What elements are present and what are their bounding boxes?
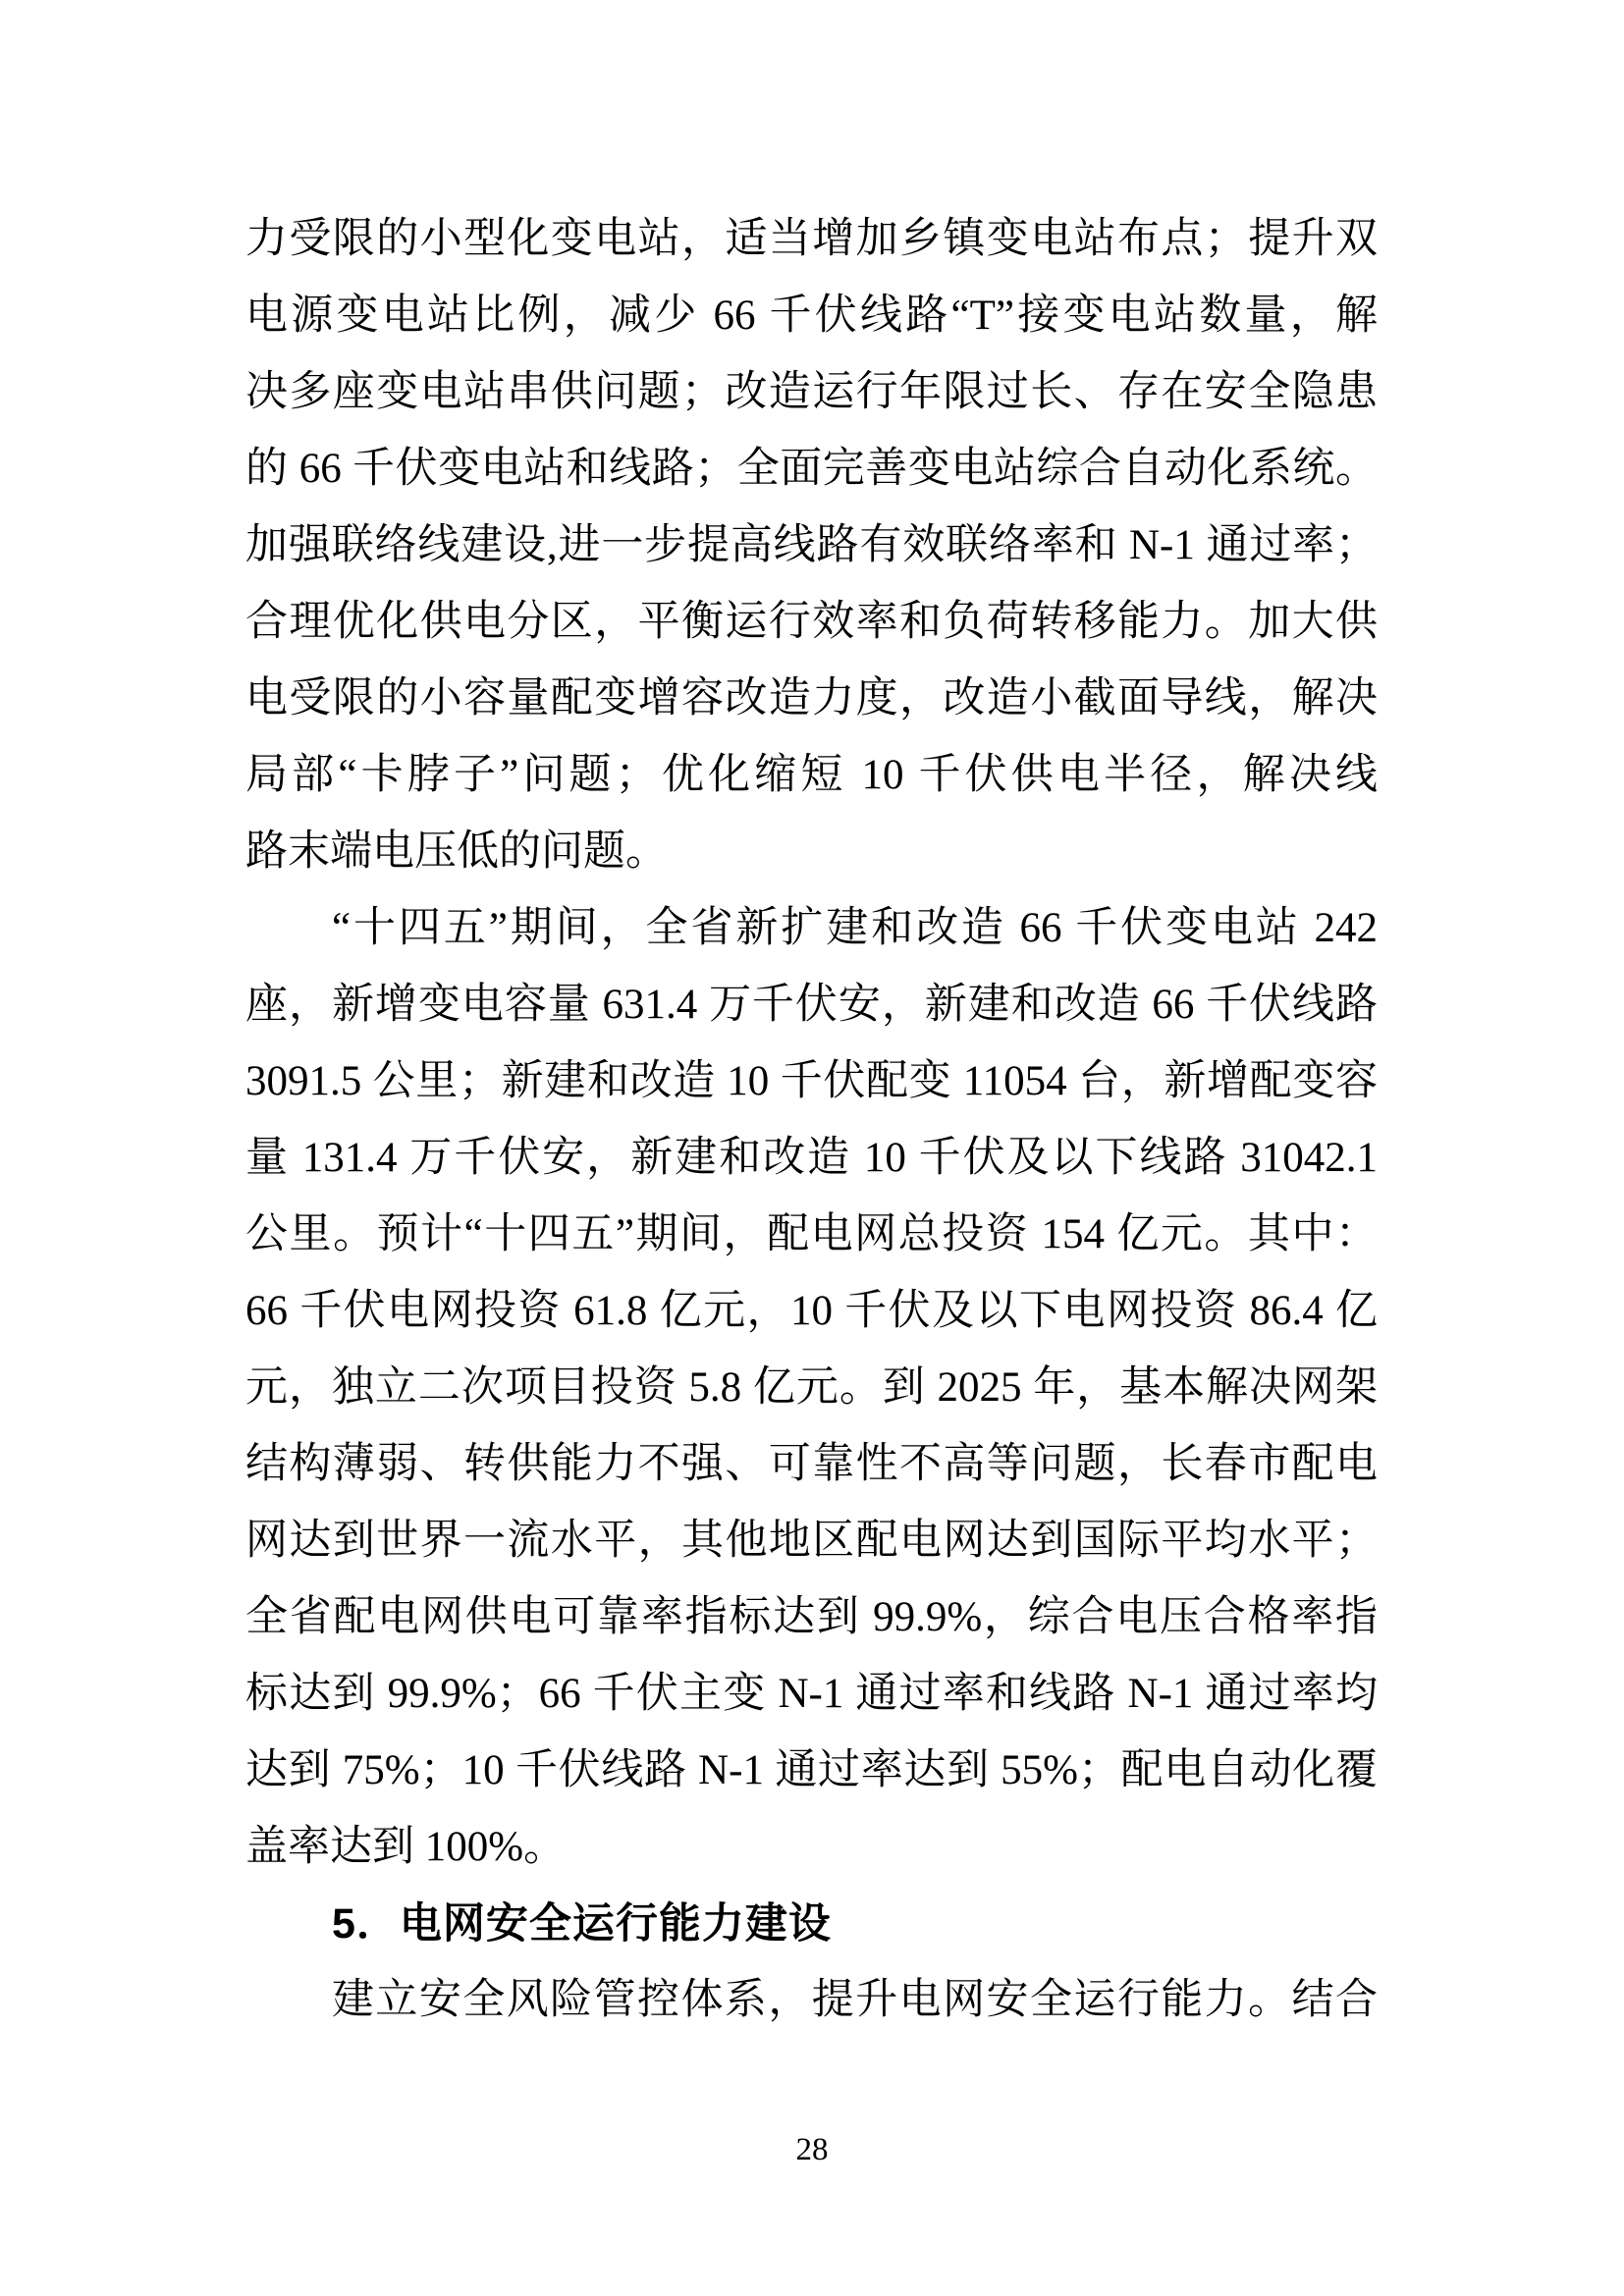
text-line: 网达到世界一流水平，其他地区配电网达到国际平均水平； bbox=[245, 1518, 1378, 1564]
text-line: 标达到 99.9%；66 千伏主变 N-1 通过率和线路 N-1 通过率均 bbox=[245, 1671, 1378, 1717]
text-line: 结构薄弱、转供能力不强、可靠性不高等问题，长春市配电 bbox=[245, 1441, 1378, 1487]
page-number: 28 bbox=[795, 2132, 829, 2167]
text-line: 元，独立二次项目投资 5.8 亿元。到 2025 年，基本解决网架 bbox=[245, 1364, 1378, 1411]
document-body bbox=[245, 201, 1378, 2039]
section-heading-5: 5．电网安全运行能力建设 bbox=[332, 1900, 832, 1948]
text-line: 力受限的小型化变电站，适当增加乡镇变电站布点；提升双 bbox=[245, 216, 1378, 262]
text-line: 加强联络线建设,进一步提高线路有效联络率和 N-1 通过率； bbox=[245, 522, 1378, 568]
paragraph-end-line: 盖率达到 100%。 bbox=[245, 1824, 567, 1870]
text-line: 全省配电网供电可靠率指标达到 99.9%，综合电压合格率指 bbox=[245, 1594, 1378, 1640]
text-line: 决多座变电站串供问题；改造运行年限过长、存在安全隐患 bbox=[245, 369, 1378, 415]
paragraph-end-line: 路末端电压低的问题。 bbox=[245, 828, 668, 875]
text-line: 合理优化供电分区，平衡运行效率和负荷转移能力。加大供 bbox=[245, 599, 1378, 645]
paragraph-start-line: “十四五”期间，全省新扩建和改造 66 千伏变电站 242 bbox=[332, 905, 1378, 951]
text-line: 的 66 千伏变电站和线路；全面完善变电站综合自动化系统。 bbox=[245, 446, 1378, 492]
text-line: 达到 75%；10 千伏线路 N-1 通过率达到 55%；配电自动化覆 bbox=[245, 1747, 1378, 1793]
text-line: 公里。预计“十四五”期间，配电网总投资 154 亿元。其中： bbox=[245, 1211, 1378, 1257]
text-line: 座，新增变电容量 631.4 万千伏安，新建和改造 66 千伏线路 bbox=[245, 982, 1378, 1028]
text-line: 电源变电站比例，减少 66 千伏线路“T”接变电站数量，解 bbox=[245, 293, 1378, 339]
text-line: 66 千伏电网投资 61.8 亿元，10 千伏及以下电网投资 86.4 亿 bbox=[245, 1288, 1378, 1334]
paragraph-start-line: 建立安全风险管控体系，提升电网安全运行能力。结合 bbox=[332, 1977, 1378, 2023]
text-line: 电受限的小容量配变增容改造力度，改造小截面导线，解决 bbox=[245, 675, 1378, 721]
text-line: 量 131.4 万千伏安，新建和改造 10 千伏及以下线路 31042.1 bbox=[245, 1135, 1378, 1181]
text-line: 3091.5 公里；新建和改造 10 千伏配变 11054 台，新增配变容 bbox=[245, 1058, 1378, 1104]
text-line: 局部“卡脖子”问题；优化缩短 10 千伏供电半径，解决线 bbox=[245, 752, 1378, 798]
